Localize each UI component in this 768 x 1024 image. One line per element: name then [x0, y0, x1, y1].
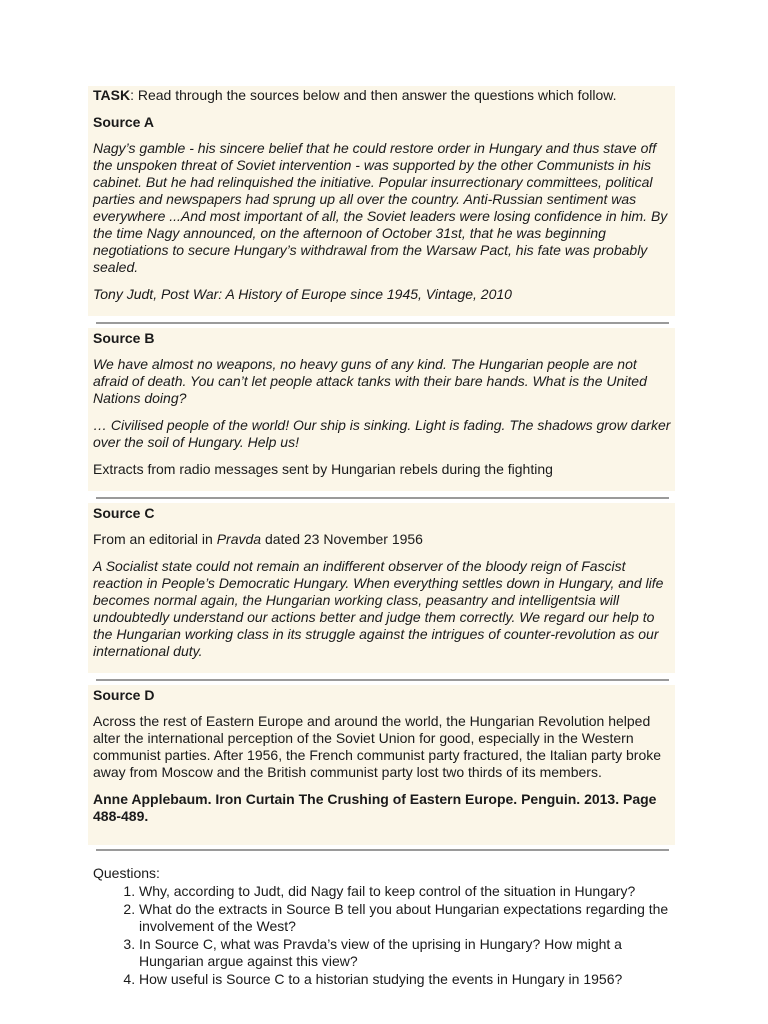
source-a-box — [88, 86, 675, 316]
source-a-citation: Tony Judt, Post War: A History of Europe since 1945, Vintage, 2010 — [93, 286, 512, 302]
worksheet — [88, 86, 675, 989]
task-label: TASK — [93, 87, 131, 103]
source-d-title: Source D — [93, 687, 155, 703]
source-b-quote-2: … Civilised people of the world! Our ship is sinking. Light is fading. The shadows grow darker over the soil of Hungary. Help us! — [93, 417, 671, 450]
questions-heading: Questions: — [93, 865, 160, 881]
question-item: 3. In Source C, what was Pravda’s view of the uprising in Hungary? How might a Hungarian argue against this view? — [139, 936, 675, 970]
task-instruction — [93, 86, 671, 104]
source-a-title: Source A — [93, 114, 154, 130]
source-b-box — [88, 328, 675, 491]
source-c-box — [88, 503, 675, 673]
source-c-body: A Socialist state could not remain an indifferent observer of the bloody reign of Fascist reaction in People’s Democratic Hungary. When everything settles down in Hungary, and life becomes normal again, the Hungarian working class, peasantry and intelligentsia will undoubtedly understand our actions better and judge them correctly. We regard our help to the Hungarian working class in its struggle against the intrigues of counter-revolution as our international duty. — [93, 558, 664, 659]
source-c-intro — [93, 531, 671, 548]
source-d-body: Across the rest of Eastern Europe and around the world, the Hungarian Revolution helped alter the international perception of the Soviet Union for good, especially in the Western communist parties. After 1956, the French communist party fractured, the Italian party broke away from Moscow and the British communist party lost two thirds of its members. — [93, 713, 662, 780]
question-item: 2. What do the extracts in Source B tell you about Hungarian expectations regarding the involvement of the West? — [139, 901, 675, 935]
divider — [96, 849, 669, 851]
questions-section — [88, 865, 675, 988]
source-c-title: Source C — [93, 505, 155, 521]
source-c-intro-prefix: From an editorial in — [93, 531, 217, 547]
source-c-intro-suffix: dated 23 November 1956 — [261, 531, 423, 547]
source-c-intro-paper: Pravda — [216, 531, 262, 547]
question-item: 1. Why, according to Judt, did Nagy fail to keep control of the situation in Hungary? — [139, 883, 675, 900]
questions-list — [93, 883, 675, 988]
source-b-caption: Extracts from radio messages sent by Hungarian rebels during the fighting — [93, 461, 553, 477]
task-text: : Read through the sources below and then answer the questions which follow. — [130, 87, 617, 103]
source-b-quote-1: We have almost no weapons, no heavy guns of any kind. The Hungarian people are not afraid of death. You can’t let people attack tanks with their bare hands. What is the United Nations doing? — [93, 356, 647, 406]
source-b-title: Source B — [93, 330, 155, 346]
source-d-citation: Anne Applebaum. Iron Curtain The Crushing of Eastern Europe. Penguin. 2013. Page 488-489. — [93, 791, 657, 824]
question-item: 4. How useful is Source C to a historian studying the events in Hungary in 1956? — [139, 971, 675, 988]
source-d-box — [88, 685, 675, 845]
source-a-body: Nagy’s gamble - his sincere belief that he could restore order in Hungary and thus stave off the unspoken threat of Soviet intervention - was supported by the other Communists in his cabinet. But he had relinquished the initiative. Popular insurrectionary committees, political parties and newspapers had sprung up all over the country. Anti-Russian sentiment was everywhere ...And most important of all, the Soviet leaders were losing confidence in him. By the time Nagy announced, on the afternoon of October 31st, that he was beginning negotiations to secure Hungary’s withdrawal from the Warsaw Pact, his fate was probably sealed. — [93, 140, 668, 275]
